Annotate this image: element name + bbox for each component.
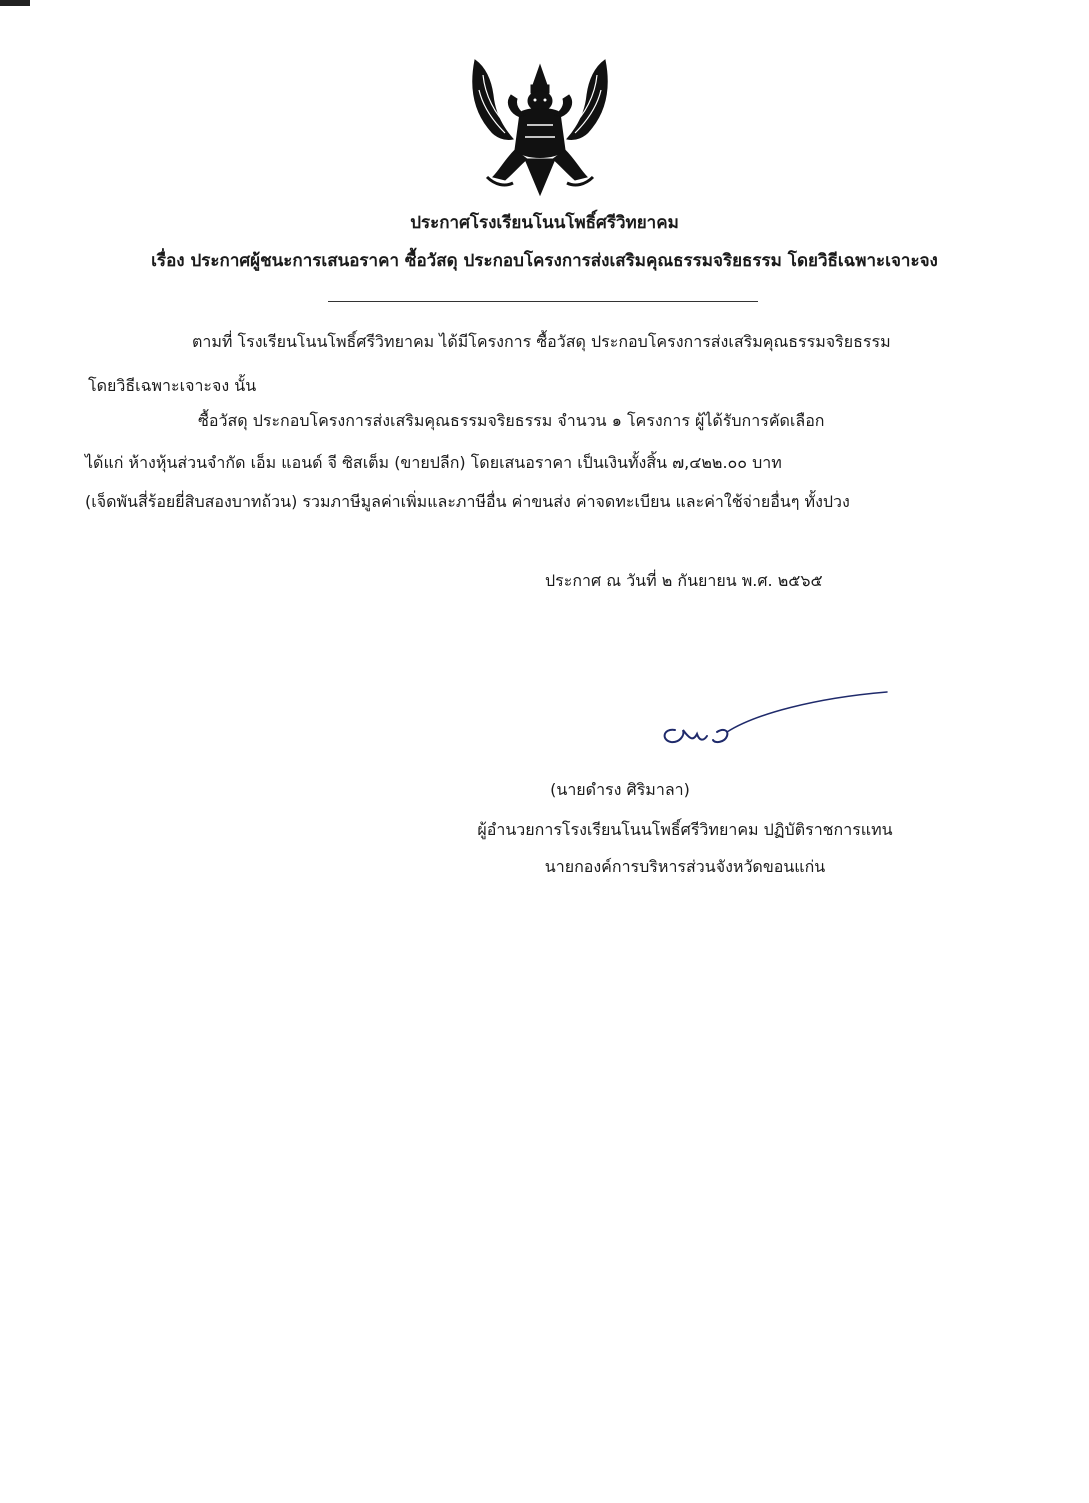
paragraph-2-line-1: ซื้อวัสดุ ประกอบโครงการส่งเสริมคุณธรรมจริยธรรม จำนวน ๑ โครงการ ผู้ได้รับการคัดเลือก xyxy=(198,411,825,430)
signatory-position-line-2: นายกองค์การบริหารส่วนจังหวัดขอนแก่น xyxy=(544,857,826,876)
signatory-name: (นายดำรง ศิริมาลา) xyxy=(550,780,690,799)
paragraph-1-line-2: โดยวิธีเฉพาะเจาะจง นั้น xyxy=(88,376,257,395)
announcement-date: ประกาศ ณ วันที่ ๒ กันยายน พ.ศ. ๒๕๖๕ xyxy=(545,571,823,590)
signatory-position-line-1: ผู้อำนวยการโรงเรียนโนนโพธิ์ศรีวิทยาคม ปฏิบัติราชการแทน xyxy=(477,820,893,839)
garuda-emblem-icon xyxy=(465,55,615,200)
paragraph-1-line-1: ตามที่ โรงเรียนโนนโพธิ์ศรีวิทยาคม ได้มีโครงการ ซื้อวัสดุ ประกอบโครงการส่งเสริมคุณธรรมจริยธรรม xyxy=(192,332,891,351)
paragraph-2-line-2: ได้แก่ ห้างหุ้นส่วนจำกัด เอ็ม แอนด์ จี ซิสเต็ม (ขายปลีก) โดยเสนอราคา เป็นเงินทั้งสิ้น ๗,๔๒๒.๐๐ บาท xyxy=(85,453,782,472)
document-subject: เรื่อง ประกาศผู้ชนะการเสนอราคา ซื้อวัสดุ ประกอบโครงการส่งเสริมคุณธรรมจริยธรรม โดยวิธีเฉพาะเจาะจง xyxy=(151,251,938,271)
paragraph-2-line-3: (เจ็ดพันสี่ร้อยยี่สิบสองบาทถ้วน) รวมภาษีมูลค่าเพิ่มและภาษีอื่น ค่าขนส่ง ค่าจดทะเบียน และค่าใช้จ่ายอื่นๆ ทั้งปวง xyxy=(85,492,850,511)
document-title: ประกาศโรงเรียนโนนโพธิ์ศรีวิทยาคม xyxy=(410,213,679,233)
title-divider xyxy=(328,301,758,302)
handwritten-signature-icon xyxy=(655,688,895,748)
scan-corner-mark xyxy=(0,0,30,6)
